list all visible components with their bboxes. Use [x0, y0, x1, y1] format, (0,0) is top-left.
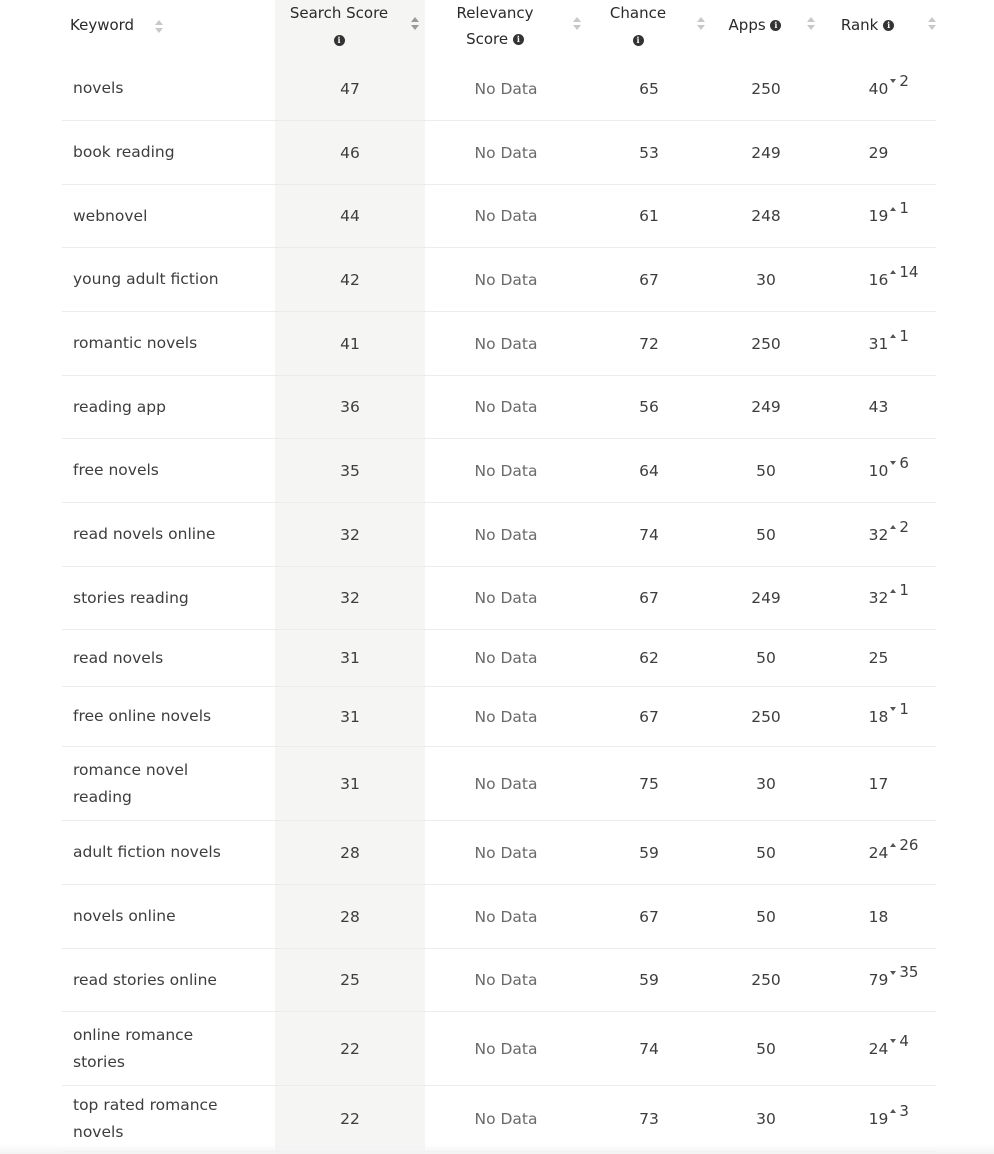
rank-change-arrow-icon [890, 270, 896, 274]
rank-change: 35 [888, 963, 918, 981]
apps-cell: 50 [756, 461, 776, 480]
keyword-cell [62, 1086, 275, 1151]
apps-cell: 249 [751, 589, 781, 607]
rank-cell [821, 248, 936, 311]
search-score-cell: 28 [340, 843, 360, 862]
rank-value: 18 [868, 907, 889, 926]
header-chance[interactable] [587, 0, 711, 57]
relevancy-cell: No Data [474, 143, 538, 162]
rank-change-arrow-icon [890, 334, 896, 338]
rank-change: 26 [888, 836, 918, 854]
keyword-cell [62, 57, 275, 120]
apps-cell: 50 [756, 1039, 776, 1058]
header-apps[interactable] [711, 0, 821, 57]
keyword-text: online romance stories [73, 1025, 194, 1071]
rank-value: 16 14 [868, 262, 919, 289]
keyword-text: read novels [73, 648, 164, 667]
keyword-cell [62, 747, 275, 820]
chance-cell: 74 [639, 1039, 659, 1058]
rank-change-arrow-icon [890, 589, 896, 593]
rank-cell [821, 630, 936, 686]
search-score-cell: 28 [340, 907, 360, 926]
keyword-cell [62, 185, 275, 247]
keyword-text: novels [73, 79, 124, 97]
keyword-text: romantic novels [73, 334, 198, 352]
rank-change-arrow-icon [890, 707, 896, 711]
apps-cell: 249 [751, 143, 781, 162]
sort-icon[interactable] [928, 17, 936, 35]
apps-cell: 30 [756, 1109, 776, 1128]
apps-cell: 249 [751, 398, 781, 416]
keyword-text: adult fiction novels [73, 843, 221, 861]
rank-change-arrow-icon [890, 207, 896, 211]
rank-cell [821, 439, 936, 502]
rank-value: 17 [868, 774, 889, 793]
table-row[interactable] [62, 248, 936, 312]
table-row[interactable] [62, 687, 936, 747]
apps-cell: 250 [751, 79, 781, 98]
search-score-cell: 32 [340, 589, 360, 607]
rank-cell [821, 885, 936, 948]
keyword-cell [62, 567, 275, 629]
chance-cell: 75 [639, 774, 659, 793]
table-row[interactable] [62, 747, 936, 821]
rank-change-arrow-icon [890, 971, 896, 975]
rank-change: 1 [888, 199, 909, 217]
apps-cell: 250 [751, 707, 781, 726]
keyword-cell [62, 376, 275, 438]
apps-cell: 50 [756, 907, 776, 926]
relevancy-cell: No Data [474, 461, 538, 480]
rank-change-arrow-icon [890, 79, 896, 83]
rank-cell [821, 57, 936, 120]
chance-cell: 73 [639, 1109, 659, 1128]
rank-change-arrow-icon [890, 843, 896, 847]
apps-cell: 30 [756, 774, 776, 793]
rank-change: 3 [888, 1102, 909, 1120]
sort-icon[interactable] [411, 17, 419, 35]
rank-value: 40 2 [868, 71, 909, 98]
rank-value: 24 26 [868, 835, 919, 862]
header-chance-label: Chance [609, 4, 667, 22]
chance-cell: 74 [639, 525, 659, 544]
apps-cell: 50 [756, 649, 776, 667]
rank-change: 1 [888, 327, 909, 345]
relevancy-cell: No Data [474, 971, 538, 989]
table-row[interactable] [62, 376, 936, 439]
rank-value: 32 2 [868, 517, 909, 544]
rank-change: 1 [888, 700, 909, 718]
table-row[interactable] [62, 885, 936, 949]
relevancy-cell: No Data [474, 1039, 538, 1058]
table-row[interactable] [62, 57, 936, 121]
sort-icon[interactable] [807, 17, 815, 35]
rank-change: 2 [888, 518, 909, 536]
table-row[interactable] [62, 1086, 936, 1152]
header-relevancy-score[interactable] [425, 0, 587, 57]
table-row[interactable] [62, 503, 936, 567]
chance-cell: 67 [639, 270, 659, 289]
keyword-text: romance novel reading [73, 760, 189, 806]
rank-change-arrow-icon [890, 461, 896, 465]
table-body [62, 57, 936, 1152]
keyword-text: read stories online [73, 970, 217, 989]
rank-value: 18 1 [868, 699, 909, 726]
header-rank[interactable] [821, 0, 936, 57]
chance-cell: 67 [639, 589, 659, 607]
search-score-cell: 35 [340, 461, 360, 480]
keyword-text: novels online [73, 907, 176, 925]
rank-cell [821, 121, 936, 184]
table-row[interactable] [62, 567, 936, 630]
keyword-table [62, 0, 936, 1152]
search-score-cell: 44 [340, 207, 360, 225]
keyword-cell [62, 503, 275, 566]
keyword-cell [62, 687, 275, 746]
rank-value: 25 [868, 649, 889, 667]
header-apps-label: Apps [728, 16, 766, 34]
keyword-text: free novels [73, 461, 159, 479]
rank-value: 24 4 [868, 1031, 909, 1058]
rank-value: 31 1 [868, 326, 909, 353]
keyword-cell [62, 439, 275, 502]
header-relevancy-label-2: Score [466, 30, 509, 48]
keyword-text: young adult fiction [73, 270, 219, 288]
keyword-cell [62, 949, 275, 1011]
keyword-cell [62, 1012, 275, 1085]
search-score-cell: 22 [340, 1039, 360, 1058]
rank-value: 10 6 [868, 453, 909, 480]
rank-cell [821, 747, 936, 820]
table-header [62, 0, 936, 57]
sort-icon[interactable] [573, 17, 581, 35]
keyword-cell [62, 121, 275, 184]
info-icon[interactable]: i [883, 20, 894, 31]
table-row[interactable] [62, 821, 936, 885]
search-score-cell: 47 [340, 79, 360, 98]
keyword-text: stories reading [73, 588, 189, 607]
rank-change-arrow-icon [890, 525, 896, 529]
search-score-cell: 31 [340, 774, 360, 793]
search-score-cell: 42 [340, 270, 360, 289]
keyword-cell [62, 885, 275, 948]
table-row[interactable] [62, 949, 936, 1012]
apps-cell: 50 [756, 843, 776, 862]
rank-cell [821, 567, 936, 629]
header-keyword-label: Keyword [70, 16, 135, 34]
relevancy-cell: No Data [474, 1109, 538, 1128]
search-score-cell: 31 [340, 707, 360, 726]
relevancy-cell: No Data [474, 649, 538, 667]
search-score-cell: 41 [340, 334, 360, 353]
rank-change: 1 [888, 581, 909, 599]
rank-value: 32 1 [868, 581, 909, 607]
chance-cell: 65 [639, 79, 659, 98]
header-relevancy-label-1: Relevancy [456, 4, 534, 22]
search-score-cell: 25 [340, 971, 360, 989]
rank-cell [821, 503, 936, 566]
rank-change-arrow-icon [890, 1039, 896, 1043]
table-row[interactable] [62, 121, 936, 185]
relevancy-cell: No Data [474, 525, 538, 544]
info-icon[interactable]: i [513, 34, 524, 45]
relevancy-cell: No Data [474, 398, 538, 416]
keyword-text: read novels online [73, 525, 216, 543]
relevancy-cell: No Data [474, 843, 538, 862]
rank-cell [821, 821, 936, 884]
sort-icon[interactable] [697, 17, 705, 35]
table-row[interactable] [62, 630, 936, 687]
chance-cell: 67 [639, 707, 659, 726]
relevancy-cell: No Data [474, 79, 538, 98]
keyword-text: top rated romance novels [73, 1095, 218, 1141]
sort-icon[interactable] [155, 20, 163, 38]
chance-cell: 62 [639, 649, 659, 667]
header-rank-label: Rank [840, 16, 879, 34]
chance-cell: 67 [639, 907, 659, 926]
keyword-cell [62, 312, 275, 375]
rank-cell [821, 312, 936, 375]
table-row[interactable] [62, 312, 936, 376]
info-icon[interactable]: i [770, 20, 781, 31]
search-score-cell: 22 [340, 1109, 360, 1128]
rank-cell [821, 376, 936, 438]
header-keyword[interactable] [62, 0, 275, 57]
rank-value: 19 1 [868, 199, 909, 225]
search-score-cell: 46 [340, 143, 360, 162]
search-score-cell: 36 [340, 398, 360, 416]
chance-cell: 61 [639, 207, 659, 225]
relevancy-cell: No Data [474, 774, 538, 793]
relevancy-cell: No Data [474, 334, 538, 353]
chance-cell: 56 [639, 398, 659, 416]
header-search-score-label: Search Score [289, 4, 389, 22]
rank-cell [821, 687, 936, 746]
rank-value: 29 [868, 143, 889, 162]
rank-value: 19 3 [868, 1101, 909, 1128]
rank-change-arrow-icon [890, 1109, 896, 1113]
rank-cell [821, 1086, 936, 1151]
keyword-cell [62, 630, 275, 686]
chance-cell: 64 [639, 461, 659, 480]
chance-cell: 72 [639, 334, 659, 353]
relevancy-cell: No Data [474, 270, 538, 289]
rank-change: 14 [888, 263, 918, 281]
rank-cell [821, 949, 936, 1011]
relevancy-cell: No Data [474, 707, 538, 726]
rank-change: 2 [888, 72, 909, 90]
keyword-cell [62, 821, 275, 884]
relevancy-cell: No Data [474, 907, 538, 926]
keyword-text: webnovel [73, 206, 148, 225]
keyword-cell [62, 248, 275, 311]
info-icon[interactable]: i [633, 35, 644, 46]
apps-cell: 30 [756, 270, 776, 289]
apps-cell: 248 [751, 207, 781, 225]
table-row[interactable] [62, 439, 936, 503]
rank-value: 79 35 [868, 963, 919, 989]
rank-value: 43 [868, 398, 889, 416]
keyword-text: free online novels [73, 707, 212, 725]
chance-cell: 59 [639, 843, 659, 862]
rank-change: 6 [888, 454, 909, 472]
apps-cell: 250 [751, 971, 781, 989]
table-row[interactable] [62, 185, 936, 248]
header-search-score[interactable] [275, 0, 425, 57]
keyword-text: book reading [73, 143, 175, 161]
rank-cell [821, 1012, 936, 1085]
search-score-cell: 32 [340, 525, 360, 544]
rank-change: 4 [888, 1032, 909, 1050]
relevancy-cell: No Data [474, 589, 538, 607]
search-score-cell: 31 [340, 649, 360, 667]
rank-cell [821, 185, 936, 247]
table-row[interactable] [62, 1012, 936, 1086]
keyword-text: reading app [73, 397, 166, 416]
chance-cell: 53 [639, 143, 659, 162]
chance-cell: 59 [639, 971, 659, 989]
apps-cell: 250 [751, 334, 781, 353]
relevancy-cell: No Data [474, 207, 538, 225]
bottom-fade [0, 1144, 994, 1154]
info-icon[interactable]: i [334, 35, 345, 46]
apps-cell: 50 [756, 525, 776, 544]
